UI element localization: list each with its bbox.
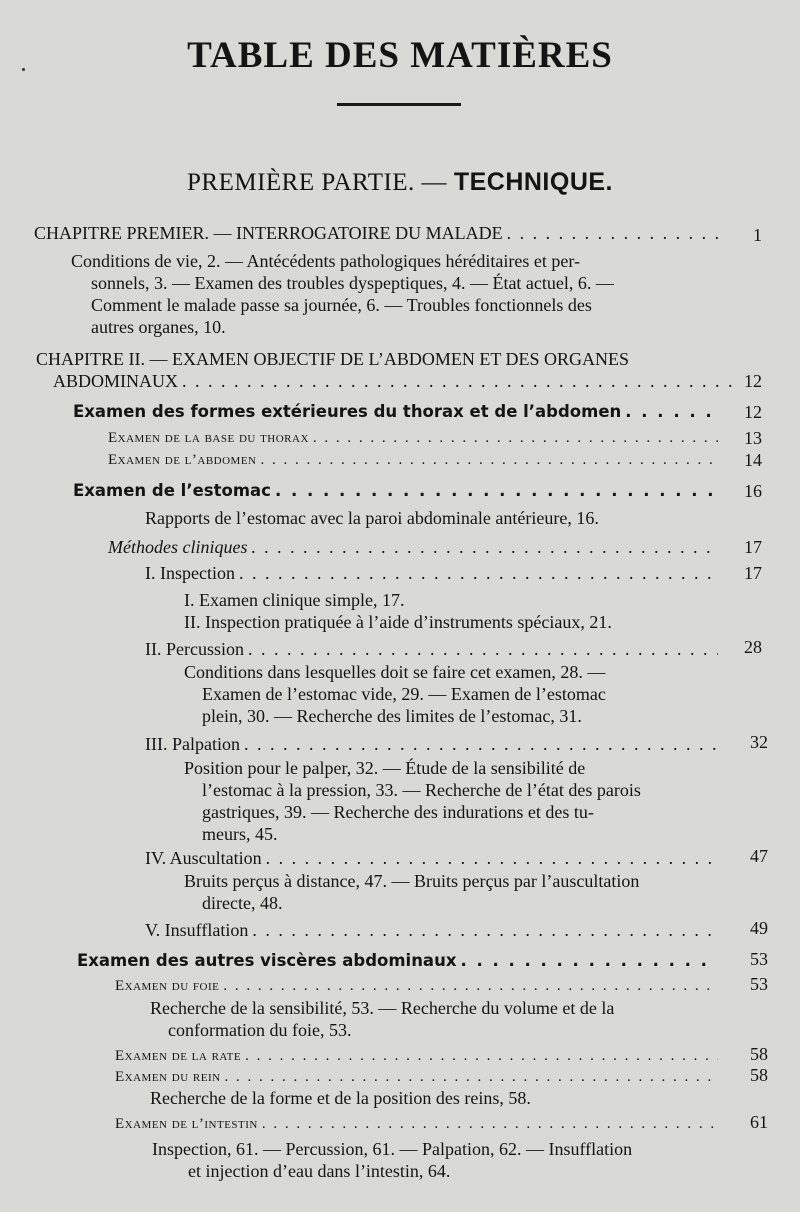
toc-entry-visceres[interactable] bbox=[77, 950, 722, 972]
entry-label: I. Inspection bbox=[145, 563, 235, 583]
page-number: 1 bbox=[753, 225, 762, 245]
leader-dots bbox=[182, 370, 737, 392]
chap1-summary-3: Comment le malade passe sa journée, 6. — Troubles fonctionnels des bbox=[91, 295, 592, 315]
toc-entry-rein[interactable] bbox=[115, 1066, 722, 1088]
entry-label: Examen des autres viscères abdominaux bbox=[77, 951, 457, 970]
entry-label: Examen des formes extérieures du thorax et de l’abdomen bbox=[73, 402, 622, 421]
leader-dots bbox=[245, 1045, 718, 1067]
toc-entry-foie[interactable] bbox=[115, 975, 722, 997]
leader-dots bbox=[625, 401, 718, 423]
page-number: 17 bbox=[744, 537, 762, 557]
part-prefix: PREMIÈRE PARTIE. — bbox=[186, 169, 454, 196]
entry-label: V. Insufflation bbox=[145, 920, 249, 940]
toc-entry-chap2-line2[interactable] bbox=[53, 370, 741, 392]
page-number: 49 bbox=[750, 918, 768, 938]
toc-entry-chap2-line1[interactable] bbox=[36, 348, 722, 370]
entry-label: Examen de la base du thorax bbox=[108, 430, 309, 446]
leader-dots bbox=[244, 733, 718, 755]
toc-entry-rate[interactable] bbox=[115, 1045, 722, 1067]
page-number: 58 bbox=[750, 1065, 768, 1085]
page-number: 13 bbox=[744, 428, 762, 448]
leader-dots bbox=[460, 950, 718, 972]
page-number: 12 bbox=[744, 371, 762, 391]
toc-entry-abdomen[interactable] bbox=[108, 449, 722, 471]
entry-label: Examen de l’estomac bbox=[73, 481, 271, 500]
page-number: 14 bbox=[744, 450, 762, 470]
palpation-summary-3: gastriques, 39. — Recherche des indurations et des tu- bbox=[202, 802, 594, 822]
toc-entry-palpation[interactable] bbox=[145, 733, 722, 755]
entry-label: II. Percussion bbox=[145, 639, 244, 659]
page-number: 32 bbox=[750, 732, 768, 752]
part-name: TECHNIQUE. bbox=[453, 168, 613, 196]
toc-entry-methodes[interactable] bbox=[108, 536, 722, 558]
toc-entry-estomac[interactable] bbox=[73, 480, 722, 502]
toc-entry-formes[interactable] bbox=[73, 401, 722, 423]
page-number: 61 bbox=[750, 1112, 768, 1132]
inspection-sub-1: I. Examen clinique simple, 17. bbox=[184, 590, 405, 610]
leader-dots bbox=[313, 427, 718, 449]
chap1-summary-1: Conditions de vie, 2. — Antécédents pathologiques héréditaires et per- bbox=[71, 251, 581, 271]
leader-dots bbox=[275, 480, 718, 502]
page-number: 53 bbox=[750, 949, 768, 969]
page-number: 28 bbox=[744, 637, 762, 657]
estomac-summary: Rapports de l’estomac avec la paroi abdominale antérieure, 16. bbox=[145, 508, 599, 528]
inspection-sub-2: II. Inspection pratiquée à l’aide d’instruments spéciaux, 21. bbox=[184, 612, 612, 632]
leader-dots bbox=[262, 1113, 718, 1135]
toc-entry-inspection[interactable] bbox=[145, 562, 722, 584]
title-rule bbox=[337, 103, 461, 106]
leader-dots bbox=[223, 975, 718, 997]
chap1-summary-2: sonnels, 3. — Examen des troubles dyspeptiques, 4. — État actuel, 6. — bbox=[91, 273, 614, 293]
foie-summary-2: conformation du foie, 53. bbox=[168, 1020, 352, 1040]
entry-label: III. Palpation bbox=[145, 734, 240, 754]
entry-label: Examen de l’abdomen bbox=[108, 452, 257, 468]
auscultation-summary-2: directe, 48. bbox=[202, 893, 283, 913]
entry-label: IV. Auscultation bbox=[145, 848, 262, 868]
entry-label: Méthodes cliniques bbox=[108, 537, 248, 557]
percussion-summary-3: plein, 30. — Recherche des limites de l’estomac, 31. bbox=[202, 706, 582, 726]
leader-dots bbox=[251, 536, 718, 558]
rein-summary: Recherche de la forme et de la position des reins, 58. bbox=[150, 1088, 531, 1108]
part-heading bbox=[0, 168, 800, 197]
leader-dots bbox=[225, 1066, 718, 1088]
intestin-summary-1: Inspection, 61. — Percussion, 61. — Palpation, 62. — Insufflation bbox=[152, 1139, 633, 1159]
entry-label: Examen de l’intestin bbox=[115, 1116, 258, 1132]
entry-label: Examen du foie bbox=[115, 978, 220, 994]
toc-entry-base[interactable] bbox=[108, 427, 722, 449]
toc-entry-insufflation[interactable] bbox=[145, 919, 722, 941]
palpation-summary-1: Position pour le palper, 32. — Étude de la sensibilité de bbox=[184, 758, 586, 778]
leader-dots bbox=[252, 919, 718, 941]
leader-dots bbox=[507, 222, 718, 244]
page-number: 58 bbox=[750, 1044, 768, 1064]
page-number: 17 bbox=[744, 563, 762, 583]
toc-entry-chap1[interactable] bbox=[34, 222, 722, 244]
entry-label: CHAPITRE II. — EXAMEN OBJECTIF DE L’ABDOMEN ET DES ORGANES bbox=[36, 349, 630, 369]
intestin-summary-2: et injection d’eau dans l’intestin, 64. bbox=[188, 1161, 451, 1181]
percussion-summary-2: Examen de l’estomac vide, 29. — Examen de l’estomac bbox=[202, 684, 606, 704]
foie-summary-1: Recherche de la sensibilité, 53. — Recherche du volume et de la bbox=[150, 998, 615, 1018]
page-number: 12 bbox=[744, 402, 762, 422]
toc-entry-intestin[interactable] bbox=[115, 1113, 722, 1135]
leader-dots bbox=[260, 449, 718, 471]
page-number: 53 bbox=[750, 974, 768, 994]
leader-dots bbox=[248, 638, 718, 660]
palpation-summary-2: l’estomac à la pression, 33. — Recherche de l’état des parois bbox=[202, 780, 641, 800]
chap1-summary-4: autres organes, 10. bbox=[91, 317, 226, 337]
entry-label: Examen de la rate bbox=[115, 1048, 242, 1064]
leader-dots bbox=[239, 562, 718, 584]
palpation-summary-4: meurs, 45. bbox=[202, 824, 278, 844]
entry-label: Examen du rein bbox=[115, 1069, 221, 1085]
entry-label: CHAPITRE PREMIER. — INTERROGATOIRE DU MALADE bbox=[34, 223, 503, 243]
entry-label: ABDOMINAUX bbox=[53, 371, 178, 391]
page-title: TABLE DES MATIÈRES bbox=[187, 35, 613, 76]
toc-entry-percussion[interactable] bbox=[145, 638, 722, 660]
percussion-summary-1: Conditions dans lesquelles doit se faire cet examen, 28. — bbox=[184, 662, 606, 682]
page-number: 16 bbox=[744, 481, 762, 501]
auscultation-summary-1: Bruits perçus à distance, 47. — Bruits perçus par l’auscultation bbox=[184, 871, 640, 891]
toc-entry-auscultation[interactable] bbox=[145, 847, 722, 869]
page-number: 47 bbox=[750, 846, 768, 866]
leader-dots bbox=[266, 847, 718, 869]
